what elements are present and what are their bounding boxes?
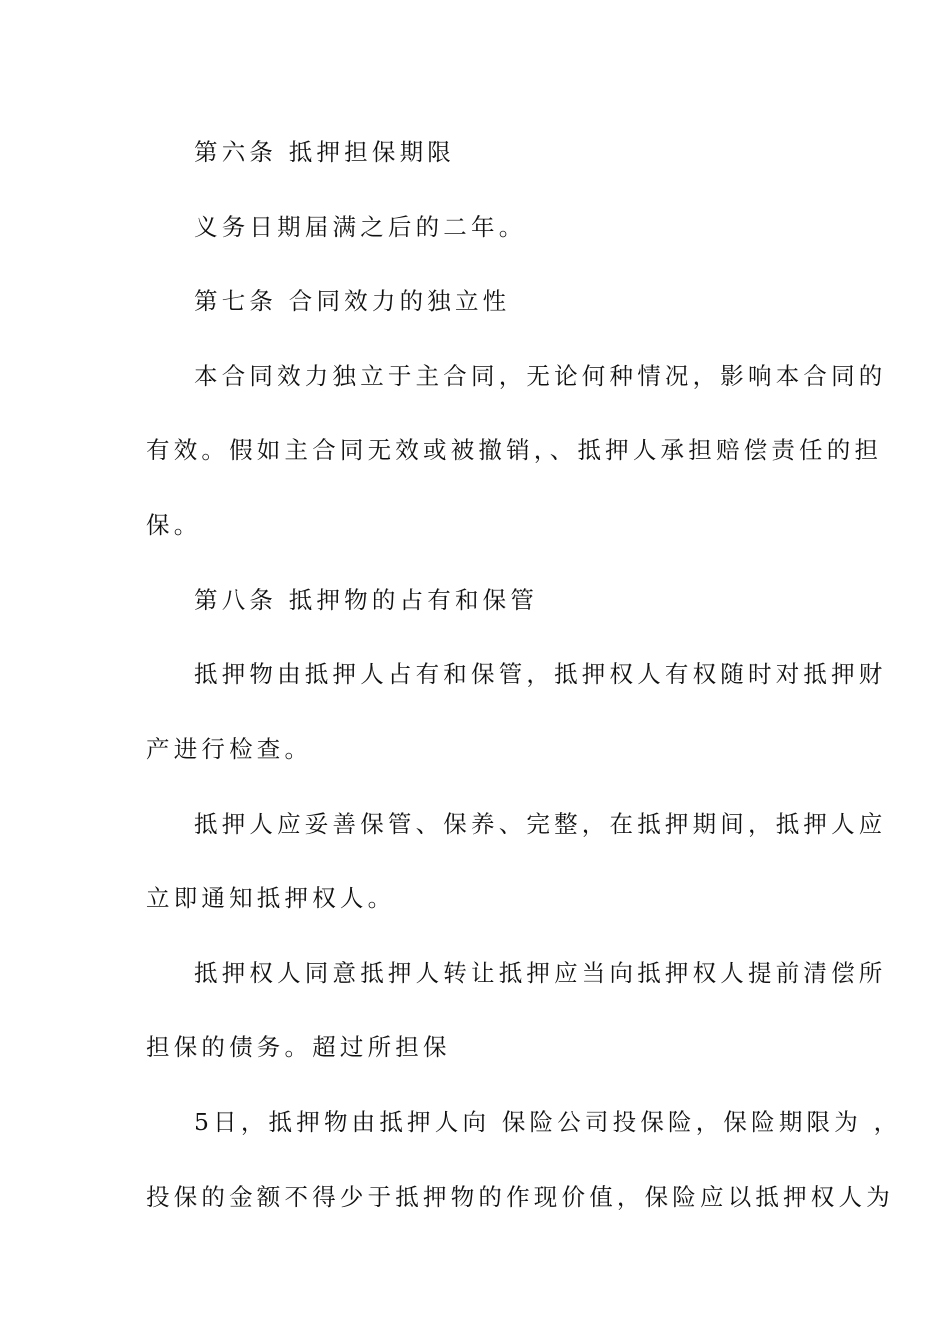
paragraph-line: 担保的债务。超过所担保 [146,1033,451,1061]
paragraph-line: 立即通知抵押权人。 [146,884,396,912]
paragraph-line: 有效。假如主合同无效或被撤销，、抵押人承担赔偿责任的担 [146,436,883,464]
paragraph-line: 投保的金额不得少于抵押物的作现价值，保险应以抵押权人为 [146,1183,894,1211]
paragraph-line: 本合同效力独立于主合同，无论何种情况，影响本合同的 [194,362,887,390]
paragraph-line: 抵押人应妥善保管、保养、完整，在抵押期间，抵押人应 [194,810,887,838]
article-7-heading: 第七条 合同效力的独立性 [194,287,511,315]
paragraph-line: 抵押物由抵押人占有和保管，抵押权人有权随时对抵押财 [194,660,887,688]
paragraph-line: 保。 [146,511,202,539]
paragraph-line: 产进行检查。 [146,735,313,763]
paragraph-line: 抵押权人同意抵押人转让抵押应当向抵押权人提前清偿所 [194,959,887,987]
paragraph-line: 5日，抵押物由抵押人向 保险公司投保险，保险期限为 ， [194,1108,902,1136]
article-8-heading: 第八条 抵押物的占有和保管 [194,586,539,614]
paragraph-line: 义务日期届满之后的二年。 [194,213,527,241]
article-6-heading: 第六条 抵押担保期限 [194,138,455,166]
